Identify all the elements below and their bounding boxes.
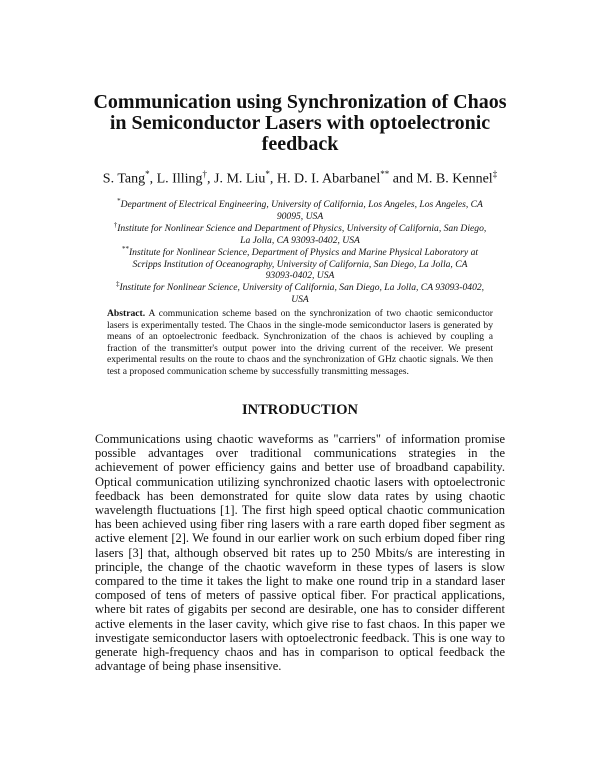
affiliation-3: **Institute for Nonlinear Science, Department of Physics and Marine Physical Laboratory at Scripps Institution of Oceanography, University of California, San Diego, La Jolla, CA 93093-0402, USA (121, 245, 479, 282)
title-line-1: Communication using Synchronization of Chaos (93, 91, 507, 113)
affiliation-mark: † (113, 221, 118, 229)
abstract-label: Abstract. (107, 308, 146, 319)
author-liu: , J. M. Liu (207, 171, 266, 187)
affiliation-2: †Institute for Nonlinear Science and Department of Physics, University of California, San Diego, La Jolla, CA 93093-0402, USA (113, 221, 487, 246)
paper-title (60, 92, 540, 155)
author-kennel: and M. B. Kennel (389, 171, 493, 187)
abstract (107, 308, 493, 378)
author-mark: † (202, 169, 207, 179)
author-illing: , L. Illing (149, 171, 203, 187)
abstract-text: A communication scheme based on the synchronization of two chaotic semiconductor lasers is experimentally tested. The Chaos in the single-mode semiconductor lasers is generated by means of an optoelectronic feedback. Synchronization of the chaos is achieved by coupling a fraction of the transmitter's output power into the driving current of the receiver. We present experimental results on the route to chaos and the synchronization of GHz chaotic signals. We then test a proposed communication scheme by successfully transmitting messages. (107, 308, 493, 377)
affiliation-mark: ** (121, 245, 129, 253)
author-mark: * (265, 169, 270, 179)
author-abarbanel: , H. D. I. Abarbanel (269, 171, 381, 187)
author-mark: * (145, 169, 150, 179)
title-line-3: feedback (261, 133, 339, 155)
affiliation-4: ‡Institute for Nonlinear Science, University of California, San Diego, La Jolla, CA 93093-0402, USA (115, 280, 485, 305)
introduction-paragraph: Communications using chaotic waveforms as "carriers" of information promise possible advantages over traditional communications strategies in the achievement of power efficiency gains and better use of broadband capability. Optical communication utilizing synchronized chaotic lasers with optoelectronic feedback has been demonstrated for quite slow data rates by using chaotic wavelength fluctuations [1]. The first high speed optical chaotic communication has been achieved using fiber ring lasers with a rare earth doped fiber segment as active element [2]. We found in our earlier work on such erbium doped fiber ring lasers [3] that, although observed bit rates up to 250 Mbits/s are interesting in principle, the change of the chaotic waveform in these types of lasers is slow compared to the time it takes the light to make one round trip in a standard laser composed of tens of meters of passive optical fiber. For practical applications, where bit rates of gigabits per second are desirable, one has to consider different active elements in the laser cavity, which give rise to fast chaos. In this paper we investigate semiconductor lasers with optoelectronic feedback. This is one way to generate high-frequency chaos and has in comparison to optical feedback the advantage of being phase insensitive. (95, 432, 505, 674)
section-heading: INTRODUCTION (241, 402, 358, 418)
title-line-2: in Semiconductor Lasers with optoelectronic (109, 112, 491, 134)
author-tang: S. Tang (102, 171, 146, 187)
affiliation-mark: ‡ (115, 280, 120, 288)
author-mark: ‡ (492, 169, 498, 179)
author-list (60, 165, 540, 189)
author-mark: ** (380, 169, 390, 179)
affiliation-mark: * (117, 197, 121, 205)
affiliation-1: *Department of Electrical Engineering, University of California, Los Angeles, Los Angeles, CA 90095, USA (117, 197, 483, 222)
